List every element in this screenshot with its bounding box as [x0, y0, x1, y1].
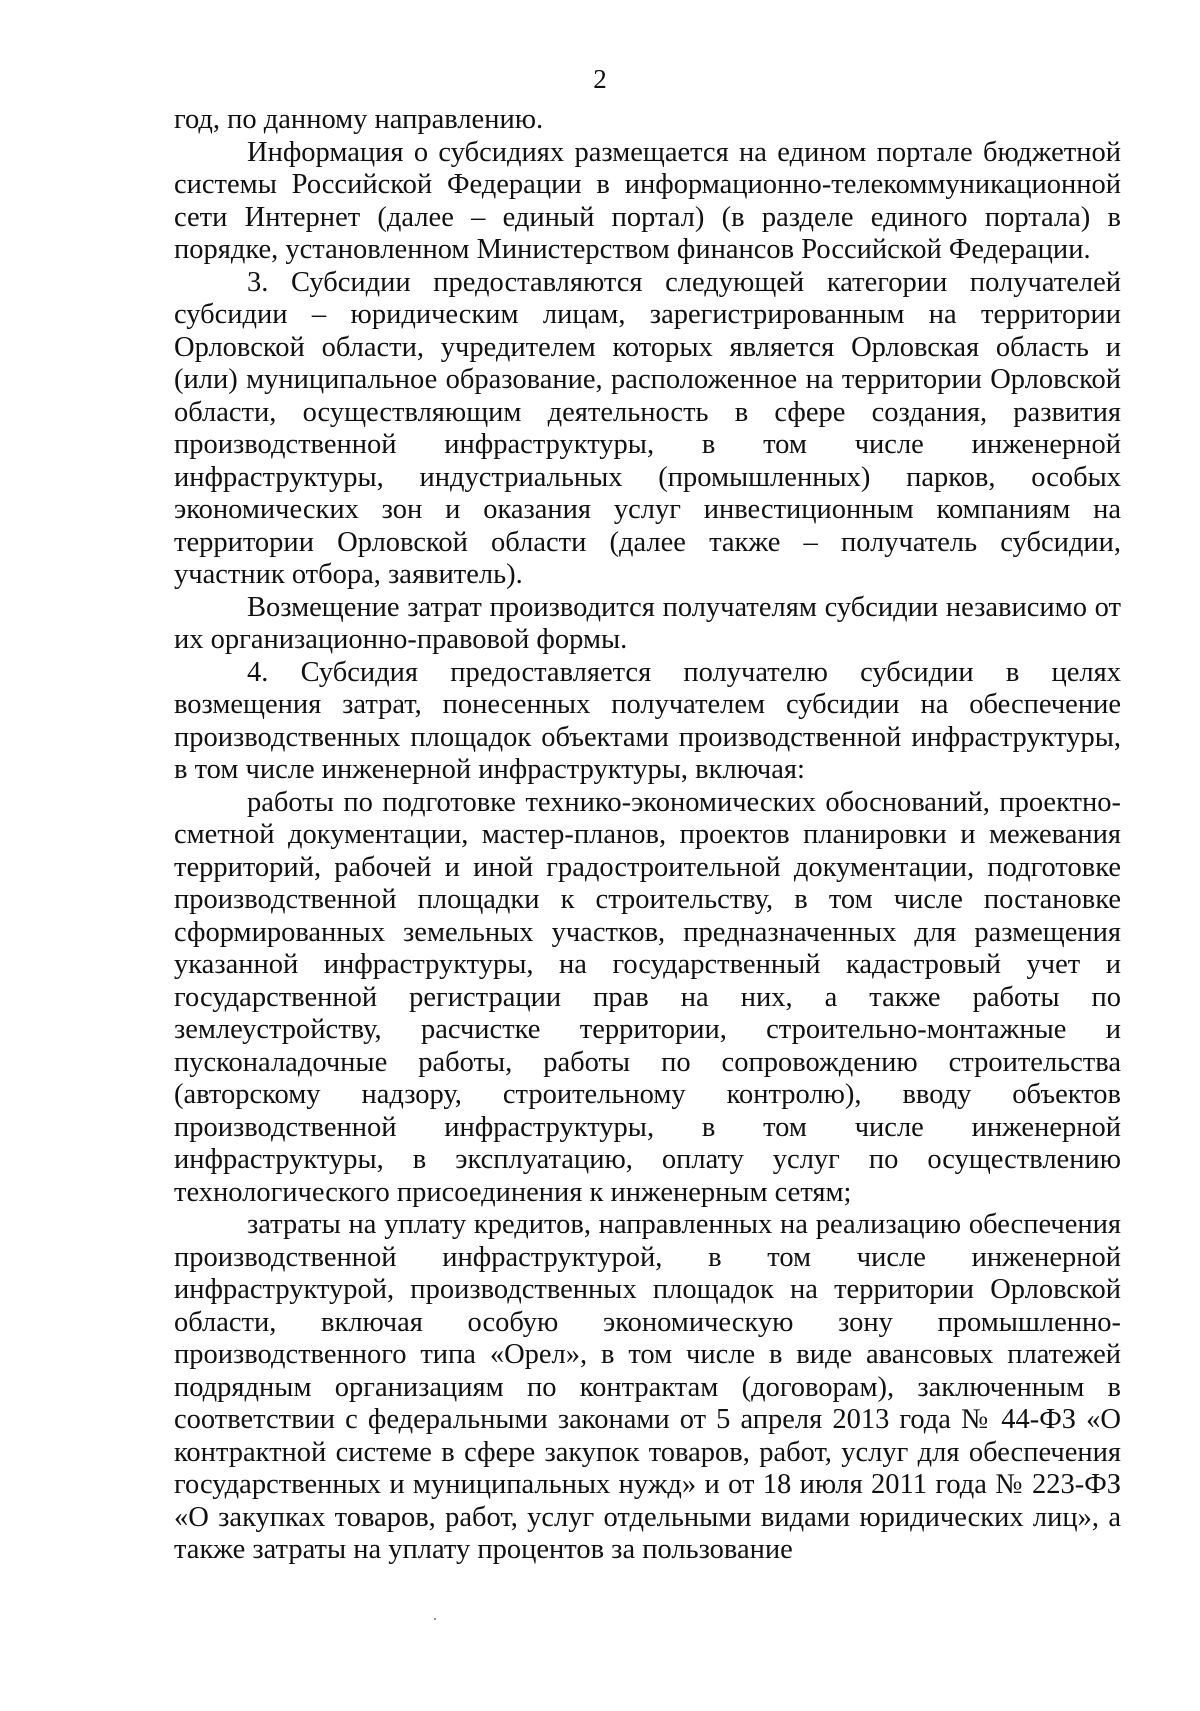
paragraph-continuation: год, по данному направлению.: [174, 104, 544, 135]
paragraph-loan-costs: затраты на уплату кредитов, направленных на реализацию обеспечения производственной инфраструктурой, в том числе инженерной инфраструктурой, производственных площадок на территории Орловской области, включая особую экономическую зону промышленно-производственного типа «Орел», в том числе в виде авансовых платежей подрядным организациям по контрактам (договорам), заключенным в соответствии с федеральными законами от 5 апреля 2013 года № 44-ФЗ «О контрактной системе в сфере закупок товаров, работ, услуг для обеспечения государственных и муниципальных нужд» и от 18 июля 2011 года № 223-ФЗ «О закупках товаров, работ, услуг отдельными видами юридических лиц», а также затраты на уплату процентов за пользование: [174, 1209, 1121, 1565]
page-number: 2: [593, 64, 607, 94]
document-body: [174, 104, 1121, 1567]
paragraph-item-4: 4. Субсидия предоставляется получателю субсидии в целях возмещения затрат, понесенных получателем субсидии на обеспечение производственных площадок объектами производственной инфраструктуры, в том числе инженерной инфраструктуры, включая:: [174, 656, 1121, 785]
paragraph-subsidy-info: Информация о субсидиях размещается на едином портале бюджетной системы Российской Федерации в информационно-телекоммуникационной сети Интернет (далее – единый портал) (в разделе единого портала) в порядке, установленном Министерством финансов Российской Федерации.: [174, 136, 1121, 265]
scan-dot: [434, 1618, 436, 1620]
paragraph-cost-reimbursement: Возмещение затрат производится получателям субсидии независимо от их организационно-правовой формы.: [174, 591, 1121, 655]
paragraph-works: работы по подготовке технико-экономических обоснований, проектно-сметной документации, мастер-планов, проектов планировки и межевания территорий, рабочей и иной градостроительной документации, подготовке производственной площадки к строительству, в том числе постановке сформированных земельных участков, предназначенных для размещения указанной инфраструктуры, на государственный кадастровый учет и государственной регистрации прав на них, а также работы по землеустройству, расчистке территории, строительно-монтажные и пусконаладочные работы, работы по сопровождению строительства (авторскому надзору, строительному контролю), вводу объектов производственной инфраструктуры, в том числе инженерной инфраструктуры, в эксплуатацию, оплату услуг по осуществлению технологического присоединения к инженерным сетям;: [174, 786, 1121, 1208]
paragraph-item-3: 3. Субсидии предоставляются следующей категории получателей субсидии – юридическим лицам, зарегистрированным на территории Орловской области, учредителем которых является Орловская область и (или) муниципальное образование, расположенное на территории Орловской области, осуществляющим деятельность в сфере создания, развития производственной инфраструктуры, в том числе инженерной инфраструктуры, индустриальных (промышленных) парков, особых экономических зон и оказания услуг инвестиционным компаниям на территории Орловской области (далее также – получатель субсидии, участник отбора, заявитель).: [174, 266, 1121, 590]
